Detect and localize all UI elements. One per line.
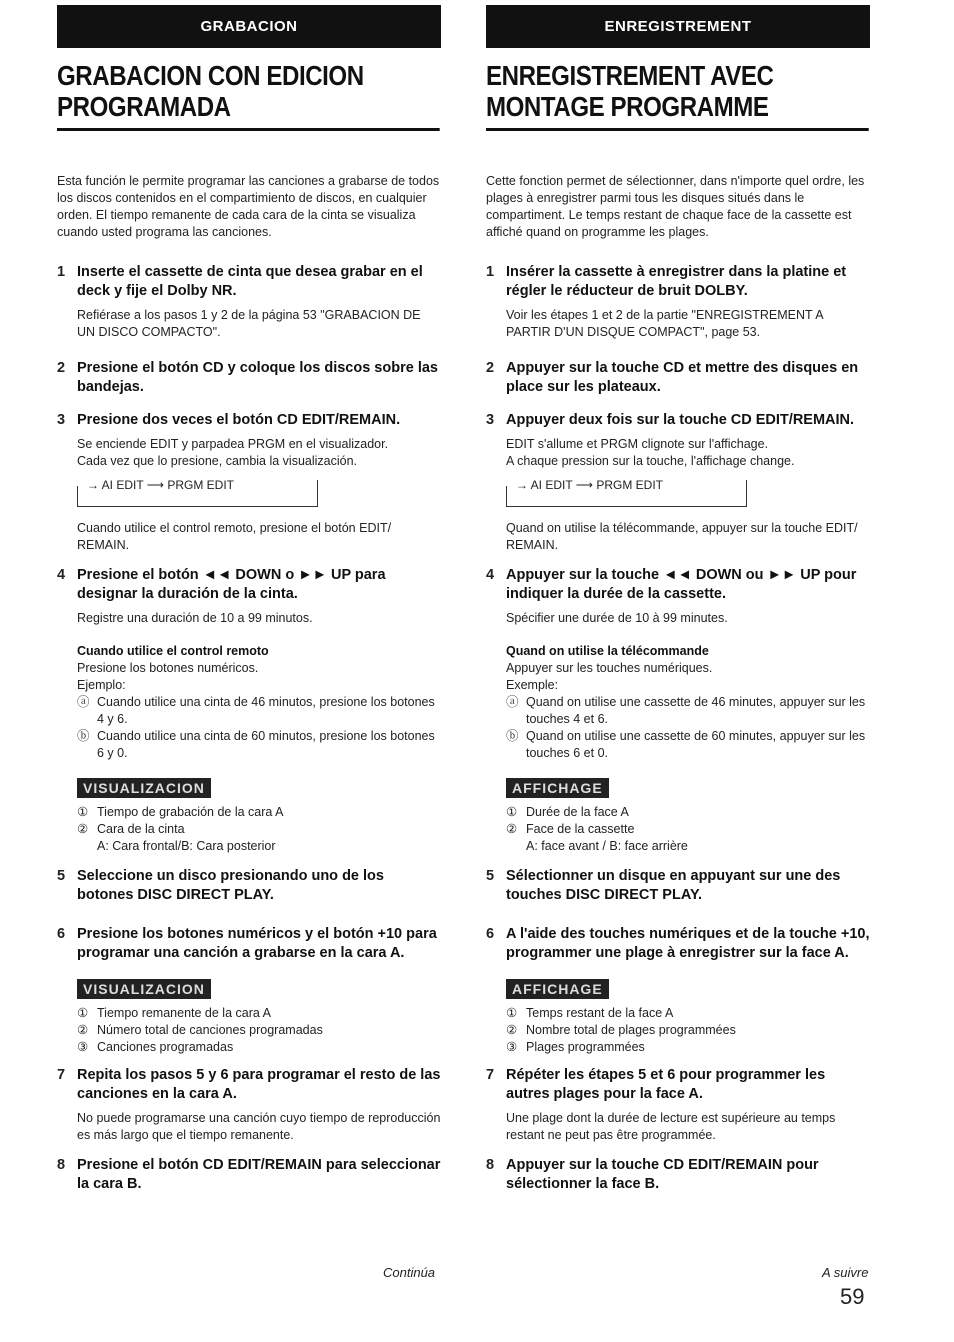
step-5: 5 Seleccione un disco presionando uno de los botones DISC DIRECT PLAY. [57, 867, 441, 905]
step-2: 2 Appuyer sur la touche CD et mettre des disques en place sur les plateaux. [486, 359, 870, 397]
display-legend: ① Tiempo de grabación de la cara A ② Cara de la cinta A: Cara frontal/B: Cara posterior [77, 805, 284, 853]
step-8: 8 Presione el botón CD EDIT/REMAIN para seleccionar la cara B. [57, 1157, 441, 1192]
intro-paragraph: Cette fonction permet de sélectionner, dans n'importe quel ordre, les plages à enregistrer parmi tous les disques situés dans le compartiment. Le temps restant de chaque face de la cassette est affiché quand on programme les plages. [486, 174, 865, 239]
step-heading: Inserte el cassette de cinta que desea grabar en el deck y fije el Dolby NR. [77, 264, 423, 299]
display-badge: VISUALIZACION [77, 979, 211, 999]
step-7: 7 Répéter les étapes 5 et 6 pour programmer les autres plages pour la face A. [486, 1066, 870, 1104]
step-8: 8 Appuyer sur la touche CD EDIT/REMAIN pour sélectionner la face B. [486, 1156, 870, 1194]
step-heading: Sélectionner un disque en appuyant sur une des touches DISC DIRECT PLAY. [506, 868, 841, 903]
page-title: ENREGISTREMENT AVEC MONTAGE PROGRAMME [486, 60, 869, 131]
step-heading: Presione los botones numéricos y el botón +10 para programar una canción a grabarse en la cara A. [77, 926, 437, 961]
flow-text: → AI EDIT ⟶ PRGM EDIT [516, 478, 663, 492]
spanish-column [57, 5, 441, 1194]
remote-note: Cuando utilice el control remoto Presione los botones numéricos. Ejemplo: ⓐ Cuando utilice una cinta de 46 minutos, presione los botones 4 y 6. ⓑ Cuando utilice una cinta de 60 minutos, presione los botones 6 y 0. [77, 644, 435, 760]
flow-text: → AI EDIT ⟶ PRGM EDIT [87, 478, 234, 492]
continued-note: Continúa [383, 1265, 436, 1280]
french-column [486, 5, 870, 1194]
step-heading: Repita los pasos 5 y 6 para programar el resto de las canciones en la cara A. [77, 1067, 441, 1102]
display-flow-diagram [77, 476, 322, 510]
display-legend: ① Temps restant de la face A ② Nombre total de plages programmées ③ Plages programmées [506, 1006, 736, 1054]
step-body: Refiérase a los pasos 1 y 2 de la página 53 "GRABACION DE UN DISCO COMPACTO". [77, 308, 421, 339]
display-badge: AFFICHAGE [506, 778, 609, 798]
step-body: Se enciende EDIT y parpadea PRGM en el visualizador. Cada vez que lo presione, cambia la visualización. [77, 437, 389, 468]
continued-note: A suivre [822, 1265, 869, 1280]
step-4: 4 Presione el botón ◄◄ DOWN o ►► UP para designar la duración de la cinta. [57, 566, 441, 604]
step-body: EDIT s'allume et PRGM clignote sur l'affichage. A chaque pression sur la touche, l'affichage change. [506, 437, 795, 468]
step-heading: A l'aide des touches numériques et de la touche +10, programmer une plage à enregistrer sur la face A. [506, 926, 870, 961]
step-body: No puede programarse una canción cuyo tiempo de reproducción es más largo que el tiempo remanente. [77, 1111, 441, 1142]
display-badge: VISUALIZACION [77, 778, 211, 798]
step-7: 7 Repita los pasos 5 y 6 para programar el resto de las canciones en la cara A. [57, 1067, 441, 1102]
step-body: Quand on utilise la télécommande, appuyer sur la touche EDIT/ REMAIN. [506, 521, 858, 552]
section-bar: ENREGISTREMENT [486, 5, 870, 48]
section-bar: GRABACION [57, 5, 441, 48]
step-5: 5 Sélectionner un disque en appuyant sur une des touches DISC DIRECT PLAY. [486, 867, 870, 905]
step-body: Spécifier une durée de 10 à 99 minutes. [506, 611, 728, 625]
step-4: 4 Appuyer sur la touche ◄◄ DOWN ou ►► UP pour indiquer la durée de la cassette. [486, 566, 870, 604]
page-number: 59 [840, 1284, 865, 1309]
step-body: Voir les étapes 1 et 2 de la partie "ENREGISTREMENT A PARTIR D'UN DISQUE COMPACT", page 53. [506, 308, 823, 339]
step-heading: Appuyer sur la touche ◄◄ DOWN ou ►► UP pour indiquer la durée de la cassette. [506, 567, 857, 602]
step-heading: Appuyer sur la touche CD EDIT/REMAIN pour sélectionner la face B. [506, 1157, 819, 1192]
step-heading: Répéter les étapes 5 et 6 pour programmer les autres plages pour la face A. [506, 1067, 826, 1102]
step-1: 1 Insérer la cassette à enregistrer dans la platine et régler le réducteur de bruit DOLBY. [486, 263, 870, 301]
step-heading: Appuyer sur la touche CD et mettre des disques en place sur les plateaux. [506, 360, 859, 395]
step-1: 1 Inserte el cassette de cinta que desea grabar en el deck y fije el Dolby NR. [57, 263, 441, 301]
step-heading: Presione dos veces el botón CD EDIT/REMAIN. [77, 412, 401, 428]
step-3: 3 Appuyer deux fois sur la touche CD EDIT/REMAIN. [486, 412, 855, 428]
step-heading: Insérer la cassette à enregistrer dans la platine et régler le réducteur de bruit DOLBY. [506, 264, 847, 299]
step-3: 3 Presione dos veces el botón CD EDIT/REMAIN. [57, 412, 401, 428]
remote-note: Quand on utilise la télécommande Appuyer sur les touches numériques. Exemple: ⓐ Quand on utilise une cassette de 46 minutes, appuyer sur les touches 4 et 6. ⓑ Quand on utilise une cassette de 60 minutes, appuyer sur les touches 6 et 0. [506, 644, 866, 760]
step-body: Registre una duración de 10 a 99 minutos. [77, 611, 313, 625]
intro-paragraph: Esta función le permite programar las canciones a grabarse de todos los discos contenidos en el compartimiento de discos, en cualquier orden. El tiempo remanente de cada cara de la cinta se visualiza cuando usted programa las canciones. [57, 174, 440, 239]
display-legend: ① Tiempo remanente de la cara A ② Número total de canciones programadas ③ Canciones programadas [77, 1006, 323, 1054]
step-body: Cuando utilice el control remoto, presione el botón EDIT/ REMAIN. [77, 521, 392, 552]
display-badge: AFFICHAGE [506, 979, 609, 999]
step-heading: Seleccione un disco presionando uno de los botones DISC DIRECT PLAY. [77, 868, 384, 903]
step-heading: Presione el botón ◄◄ DOWN o ►► UP para designar la duración de la cinta. [77, 567, 386, 602]
step-2: 2 Presione el botón CD y coloque los discos sobre las bandejas. [57, 359, 441, 397]
step-body: Une plage dont la durée de lecture est supérieure au temps restant ne peut pas être programmée. [506, 1111, 836, 1142]
display-flow-diagram [506, 476, 751, 510]
step-6: 6 Presione los botones numéricos y el botón +10 para programar una canción a grabarse en la cara A. [57, 925, 441, 963]
step-heading: Presione el botón CD EDIT/REMAIN para seleccionar la cara B. [77, 1157, 441, 1192]
step-heading: Presione el botón CD y coloque los discos sobre las bandejas. [77, 360, 438, 395]
page-title: GRABACION CON EDICION PROGRAMADA [57, 60, 440, 131]
step-heading: Appuyer deux fois sur la touche CD EDIT/REMAIN. [506, 412, 855, 428]
step-6: 6 A l'aide des touches numériques et de la touche +10, programmer une plage à enregistrer sur la face A. [486, 926, 870, 961]
display-legend: ① Durée de la face A ② Face de la cassette A: face avant / B: face arrière [506, 805, 688, 853]
